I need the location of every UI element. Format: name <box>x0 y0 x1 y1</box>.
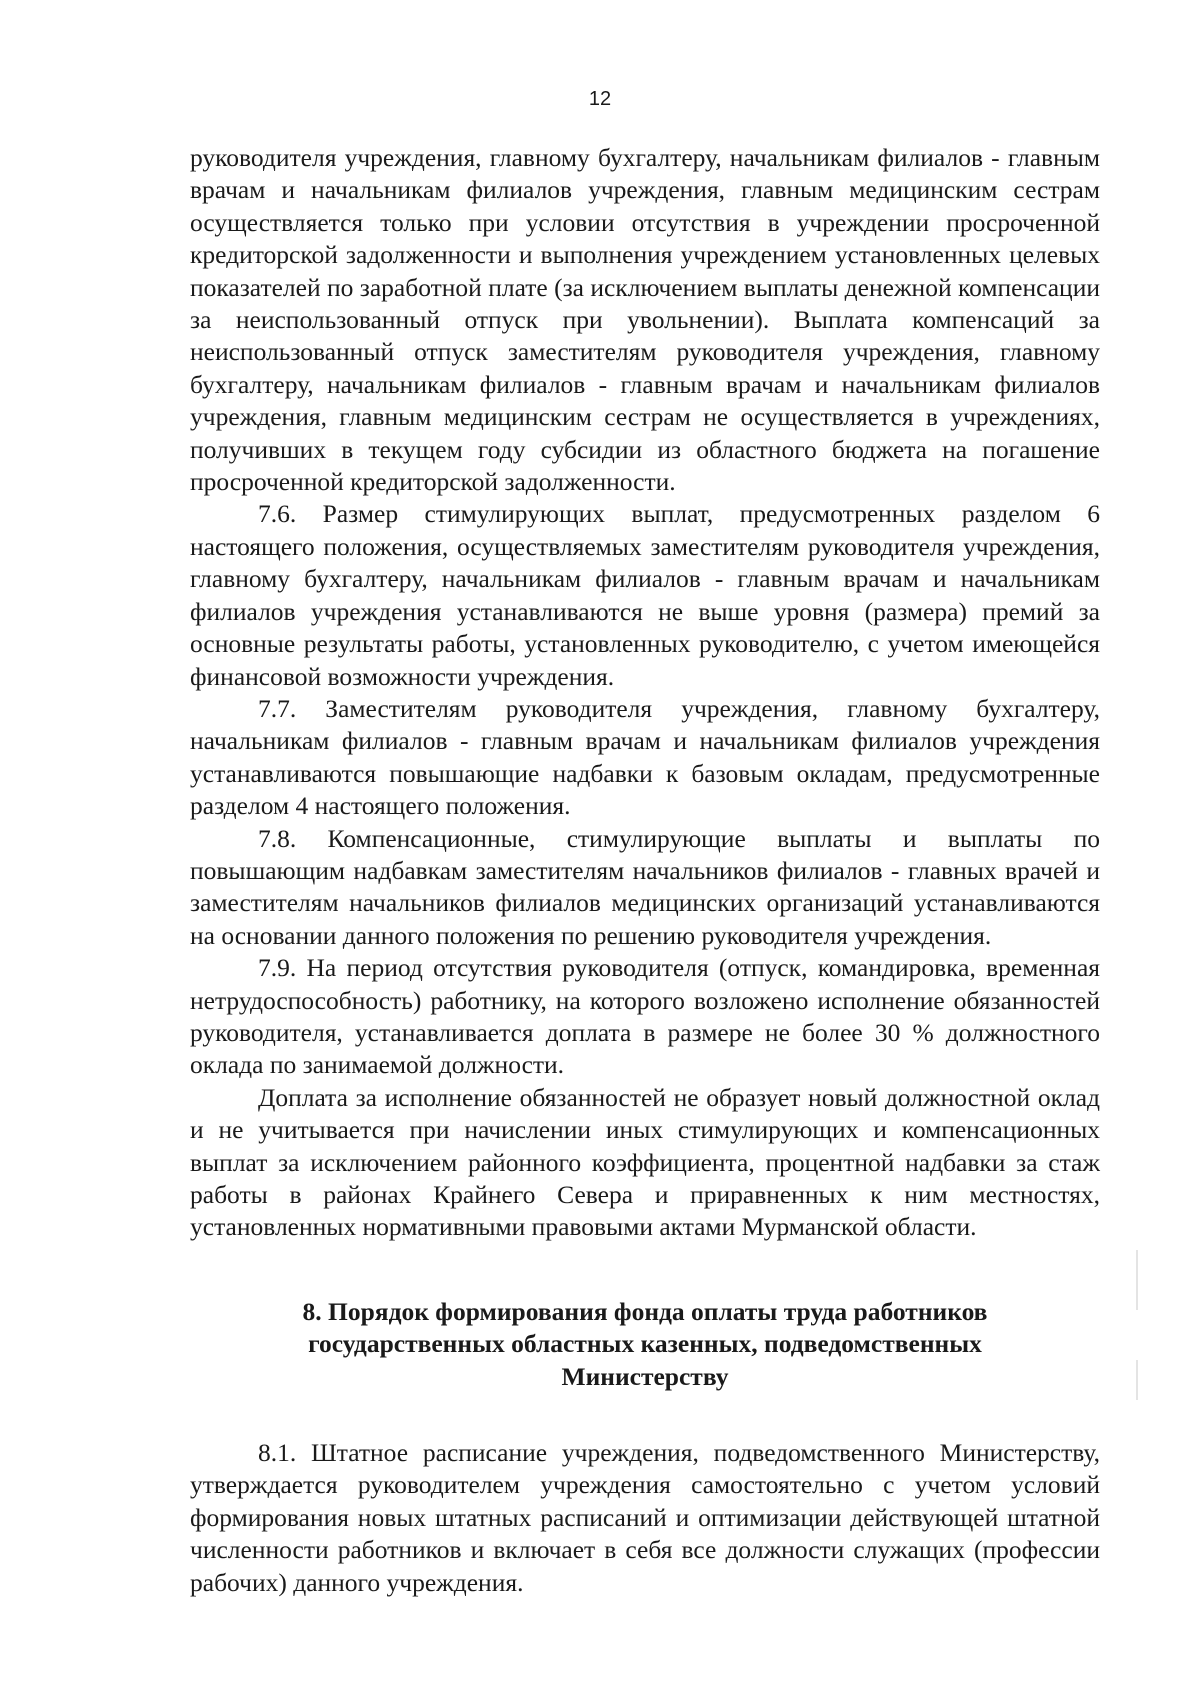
section-8-heading-line-2: государственных областных казенных, подведомственных <box>308 1329 982 1359</box>
paragraph-7-8: 7.8. Компенсационные, стимулирующие выплаты и выплаты по повышающим надбавкам заместителям начальников филиалов - главных врачей и заместителям начальников филиалов медицинских организаций устанавливаются на основании данного положения по решению руководителя учреждения. <box>190 823 1100 950</box>
scan-edge-mark <box>1136 1360 1138 1400</box>
paragraph-acting-allowance: Доплата за исполнение обязанностей не образует новый должностной оклад и не учитывается при начислении иных стимулирующих и компенсационных выплат за исключением районного коэффициента, процентной надбавки за стаж работы в районах Крайнего Севера и приравненных к ним местностях, установленных нормативными правовыми актами Мурманской области. <box>190 1082 1100 1242</box>
section-8-heading-line-3: Министерству <box>561 1361 729 1391</box>
paragraph-8-1: 8.1. Штатное расписание учреждения, подведомственного Министерству, утверждается руководителем учреждения самостоятельно с учетом условий формирования новых штатных расписаний и оптимизации действующей штатной численности работников и включает в себя все должности служащих (профессии рабочих) данного учреждения. <box>190 1438 1100 1597</box>
paragraph-continuation: руководителя учреждения, главному бухгалтеру, начальникам филиалов - главным врачам и начальникам филиалов учреждения, главным медицинским сестрам осуществляется только при условии отсутствия в учреждении просроченной кредиторской задолженности и выполнения учреждением установленных целевых показателей по заработной плате (за исключением выплаты денежной компенсации за неиспользованный отпуск при увольнении). Выплата компенсаций за неиспользованный отпуск заместителям руководителя учреждения, главному бухгалтеру, начальникам филиалов - главным врачам и начальникам филиалов учреждения, главным медицинским сестрам не осуществляется в учреждениях, получивших в текущем году субсидии из областного бюджета на погашение просроченной кредиторской задолженности. <box>190 143 1100 497</box>
section-8-heading <box>190 1296 1100 1393</box>
page-number: 12 <box>588 88 612 110</box>
paragraph-7-9: 7.9. На период отсутствия руководителя (отпуск, командировка, временная нетрудоспособность) работнику, на которого возложено исполнение обязанностей руководителя, устанавливается доплата в размере не более 30 % должностного оклада по занимаемой должности. <box>190 953 1100 1080</box>
document-body <box>190 142 1100 1599</box>
section-8-heading-line-1: 8. Порядок формирования фонда оплаты труда работников <box>302 1296 988 1326</box>
paragraph-7-7: 7.7. Заместителям руководителя учреждения, главному бухгалтеру, начальникам филиалов - главным врачам и начальникам филиалов учреждения устанавливаются повышающие надбавки к базовым окладам, предусмотренные разделом 4 настоящего положения. <box>190 693 1100 821</box>
scan-edge-mark <box>1136 1250 1138 1310</box>
paragraph-7-6: 7.6. Размер стимулирующих выплат, предусмотренных разделом 6 настоящего положения, осуществляемых заместителям руководителя учреждения, главному бухгалтеру, начальникам филиалов - главным врачам и начальникам филиалов учреждения устанавливаются не выше уровня (размера) премий за основные результаты работы, установленных руководителю, с учетом имеющейся финансовой возможности учреждения. <box>190 499 1100 691</box>
